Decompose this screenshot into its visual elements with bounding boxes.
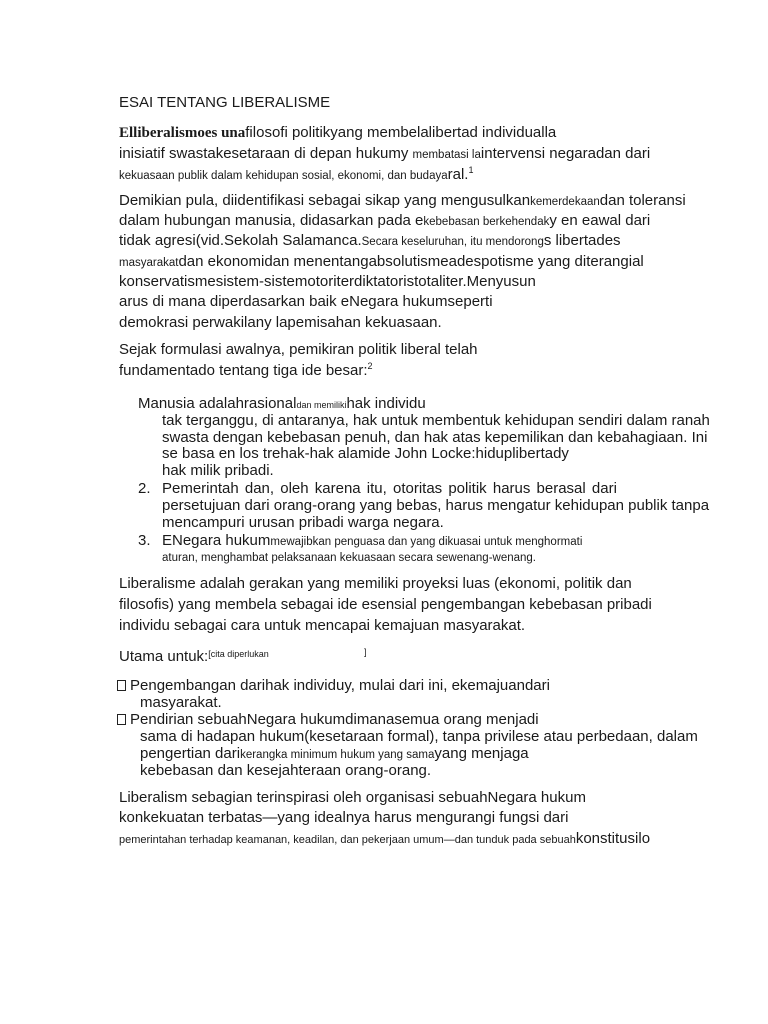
citation-bracket: ]	[364, 647, 367, 657]
list-number-3: 3.	[138, 532, 151, 549]
paragraph-2-line-7: demokrasi perwakilany lapemisahan kekuasaan.	[119, 314, 442, 331]
list-item-3-line-1: ENegara hukummewajibkan penguasa dan yang dikuasai untuk menghormati	[162, 532, 583, 549]
list-item-2-line-3: mencampuri urusan pribadi warga negara.	[162, 514, 444, 531]
paragraph-6-line-2: konkekuatan terbatas—yang idealnya harus mengurangi fungsi dari	[119, 809, 569, 826]
bullet-1-line-2: masyarakat.	[140, 694, 222, 711]
footnote-1: 1	[468, 165, 474, 175]
paragraph-2-line-6: arus di mana diperdasarkan baik eNegara hukumseperti	[119, 293, 493, 310]
bullet-box-icon	[117, 680, 126, 691]
bullet-2-line-3: pengertian darikerangka minimum hukum yang samayang menjaga	[140, 745, 529, 762]
list-item-2-line-2: persetujuan dari orang-orang yang bebas, harus mengatur kehidupan publik tanpa	[162, 497, 710, 514]
paragraph-2-line-1: Demikian pula, diidentifikasi sebagai sikap yang mengusulkankemerdekaandan toleransi	[119, 192, 686, 209]
list-item-2-line-1: Pemerintah dan, oleh karena itu, otoritas politik harus berasal dari	[162, 480, 617, 497]
paragraph-3-line-1: Sejak formulasi awalnya, pemikiran politik liberal telah	[119, 341, 478, 358]
bullet-box-icon	[117, 714, 126, 725]
paragraph-6-line-3: pemerintahan terhadap keamanan, keadilan, dan pekerjaan umum—dan tunduk pada sebuahkonstitusilo	[119, 830, 651, 847]
paragraph-6-line-1: Liberalism sebagian terinspirasi oleh organisasi sebuahNegara hukum	[119, 789, 586, 806]
bullet-2-line-2: sama di hadapan hukum(kesetaraan formal), tanpa privilese atau perbedaan, dalam	[140, 728, 698, 745]
paragraph-1-line-3: kekuasaan publik dalam kehidupan sosial, ekonomi, dan budayaral.$^1$	[119, 165, 474, 183]
bold-term: Elliberalismoes una	[119, 125, 246, 141]
paragraph-5-line: Utama untuk:$^{[cita diperlukan}$	[119, 648, 269, 665]
list-number-2: 2.	[138, 480, 151, 497]
list-item-3-line-2: aturan, menghambat pelaksanaan kekuasaan secara sewenang-wenang.	[162, 552, 537, 564]
bullet-1-line-1: Pengembangan darihak individuy, mulai dari ini, ekemajuandari	[117, 677, 550, 695]
paragraph-4-line-2: filosofis) yang membela sebagai ide esensial pengembangan kebebasan pribadi	[119, 596, 652, 613]
bullet-2-line-1: Pendirian sebuahNegara hukumdimanasemua orang menjadi	[117, 711, 539, 729]
list-item-1-line-4: se basa en los trehak-hak alamide John Locke:hiduplibertady	[162, 445, 569, 462]
paragraph-3-line-2: fundamentado tentang tiga ide besar:$^2$	[119, 361, 373, 379]
list-item-1-line-2: tak terganggu, di antaranya, hak untuk membentuk kehidupan sendiri dalam ranah	[162, 412, 710, 429]
paragraph-2-line-3: tidak agresi(vid.Sekolah Salamanca.Secara keseluruhan, itu mendorongs libertades	[119, 232, 621, 249]
list-item-1-line-5: hak milik pribadi.	[162, 462, 274, 479]
paragraph-2-line-2: dalam hubungan manusia, didasarkan pada ekebebasan berkehendaky en eawal dari	[119, 212, 651, 229]
list-item-1-line-3: swasta dengan kebebasan penuh, dan hak atas kepemilikan dan kebahagiaan. Ini	[162, 429, 708, 446]
citation-needed: [cita diperlukan	[208, 649, 269, 659]
paragraph-2-line-4: masyarakatdan ekonomidan menentangabsolutismeadespotisme yang diterangial	[119, 253, 644, 270]
paragraph-1-line-2: inisiatif swastakesetaraan di depan hukumy membatasi laintervensi negaradan dari	[119, 145, 651, 162]
list-item-1-line-1: Manusia adalahrasionaldan memilikihak individu	[138, 395, 426, 412]
footnote-2: 2	[367, 361, 373, 371]
document-title: ESAI TENTANG LIBERALISME	[119, 94, 331, 111]
bullet-2-line-4: kebebasan dan kesejahteraan orang-orang.	[140, 762, 432, 779]
paragraph-4-line-1: Liberalisme adalah gerakan yang memiliki proyeksi luas (ekonomi, politik dan	[119, 575, 632, 592]
paragraph-1-line-1: Elliberalismoes unafilosofi politikyang membelalibertad individualla	[119, 124, 557, 141]
paragraph-4-line-3: individu sebagai cara untuk mencapai kemajuan masyarakat.	[119, 617, 526, 634]
paragraph-2-line-5: konservatismesistem-sistemotoriterdiktatoristotaliter.Menyusun	[119, 273, 536, 290]
